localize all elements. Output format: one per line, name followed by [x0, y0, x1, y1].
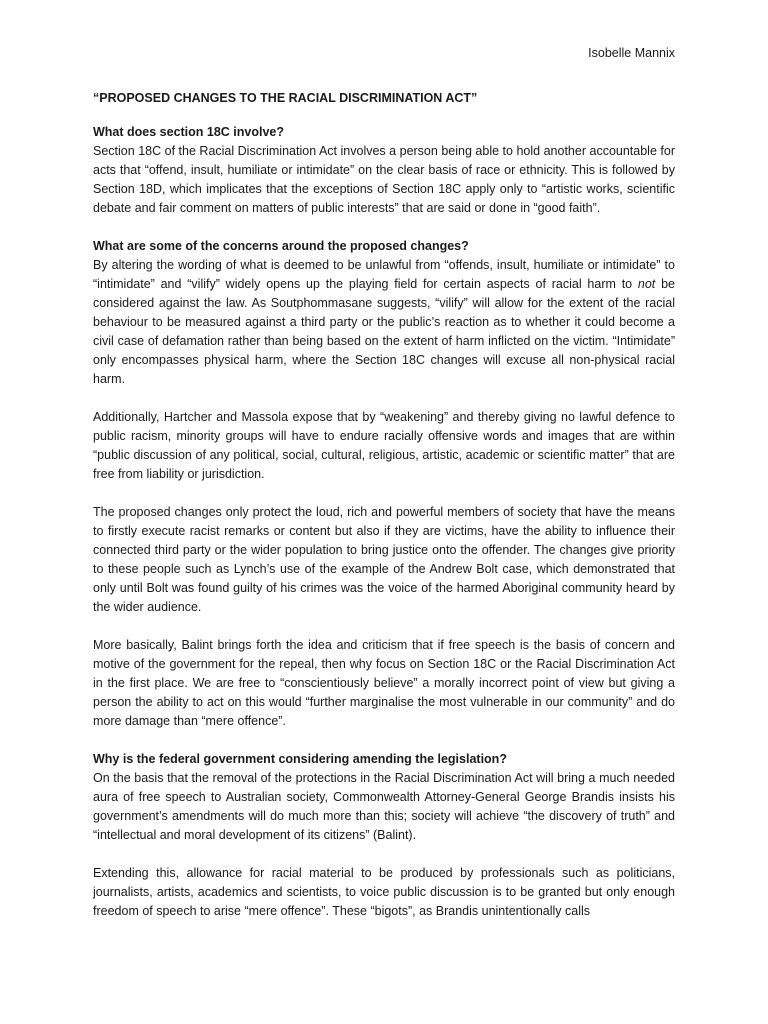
paragraph-concerns-powerful: The proposed changes only protect the loud, rich and powerful members of society that have the means to firstly execute racist remarks or content but also if they are victims, have the ability to influence their connected third party or the wider population to bring justice onto the offender. The changes give priority to these people such as Lynch’s use of the example of the Andrew Bolt case, which demonstrated that only until Bolt was found guilty of his crimes was the voice of the harmed Aboriginal community heard by the wider audience. — [93, 505, 675, 614]
paragraph-gap — [93, 617, 675, 636]
text-run: be considered against the law. As Soutphommasane suggests, “vilify” will allow for the extent of the racial behaviour to be measured against a third party or the public’s reaction as to whether it could become a civil case of defamation rather than being based on the extent of harm inflicted on the victim. “Intimidate” only encompasses physical harm, where the Section 18C changes will excuse all non-physical racial harm. — [93, 277, 675, 386]
text-run: By altering the wording of what is deemed to be unlawful from “offends, insult, humiliate or intimidate” to “intimidate” and “vilify” widely opens up the playing field for certain aspects of racial harm to — [93, 258, 675, 291]
section-heading-18c: What does section 18C involve? — [93, 125, 285, 139]
document-body — [93, 123, 675, 921]
paragraph-18c-overview: Section 18C of the Racial Discrimination Act involves a person being able to hold another accountable for acts that “offend, insult, humiliate or intimidate” on the clear basis of race or ethnicity. This is followed by Section 18D, which implicates that the exceptions of Section 18C apply only to “artistic works, scientific debate and fair comment on matters of public interests” that are said or done in “good faith”. — [93, 144, 675, 215]
paragraph-why-brandis: On the basis that the removal of the protections in the Racial Discrimination Act will bring a much needed aura of free speech to Australian society, Commonwealth Attorney-General George Brandis insists his government’s amendments will do much more than this; society will achieve “the discovery of truth” and “intellectual and moral development of its citizens” (Balint). — [93, 771, 675, 842]
paragraph-concerns-hartcher: Additionally, Hartcher and Massola expose that by “weakening” and thereby giving no lawful defence to public racism, minority groups will have to endure racially offensive words and images that are within “public discussion of any political, social, cultural, religious, artistic, academic or scientific matter” that are free from liability or jurisdiction. — [93, 410, 675, 481]
document-page — [93, 0, 675, 1024]
emphasis-not: not — [637, 277, 656, 291]
paragraph-concerns-wording — [93, 256, 675, 389]
author-name: Isobelle Mannix — [588, 46, 675, 60]
section-heading-concerns: What are some of the concerns around the proposed changes? — [93, 239, 469, 253]
paragraph-why-extending: Extending this, allowance for racial material to be produced by professionals such as politicians, journalists, artists, academics and scientists, to voice public discussion is to be granted but only enough freedom of speech to arise “mere offence”. These “bigots”, as Brandis unintentionally calls — [93, 866, 675, 918]
paragraph-concerns-balint: More basically, Balint brings forth the idea and criticism that if free speech is the basis of concern and motive of the government for the repeal, then why focus on Section 18C or the Racial Discrimination Act in the first place. We are free to “conscientiously believe” a morally incorrect point of view but giving a person the ability to act on this would “further marginalise the most vulnerable in our community” and do more damage than “mere offence”. — [93, 638, 675, 728]
paragraph-gap — [93, 484, 675, 503]
paragraph-gap — [93, 389, 675, 408]
paragraph-gap — [93, 731, 675, 750]
document-title: “PROPOSED CHANGES TO THE RACIAL DISCRIMINATION ACT” — [93, 91, 478, 105]
paragraph-gap — [93, 218, 675, 237]
section-heading-why-amend: Why is the federal government considering amending the legislation? — [93, 752, 507, 766]
paragraph-gap — [93, 845, 675, 864]
